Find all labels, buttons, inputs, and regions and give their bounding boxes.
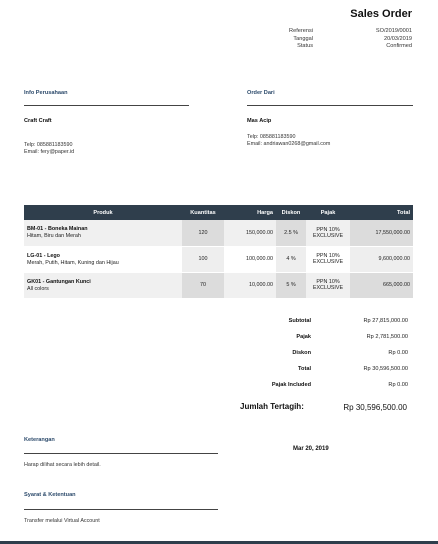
- qty-cell: 70: [182, 272, 224, 298]
- customer-divider: [247, 105, 413, 106]
- col-price: Harga: [224, 205, 276, 220]
- product-cell: [24, 246, 182, 272]
- total-cell: 9,600,000.00: [350, 246, 413, 272]
- col-tax: Pajak: [306, 205, 350, 220]
- discount-cell: 4 %: [276, 246, 306, 272]
- totals-label: Total: [298, 366, 311, 372]
- col-total: Total: [350, 205, 413, 220]
- totals-value: Rp 27,815,000.00: [363, 318, 408, 324]
- notes-text: Harap dilihat secara lebih detail.: [24, 462, 101, 468]
- qty-cell: 100: [182, 246, 224, 272]
- terms-heading: Syarat & Ketentuan: [24, 492, 76, 498]
- total-cell: 665,000.00: [350, 272, 413, 298]
- tax-type: EXCLUSIVE: [312, 285, 344, 291]
- tax-rate: PPN 10%: [316, 226, 340, 233]
- totals-value: Rp 30,596,500.00: [363, 366, 408, 372]
- company-phone: Telp: 085881183590: [24, 142, 73, 148]
- grand-total-label: Jumlah Tertagih:: [240, 402, 304, 411]
- table-header-row: [24, 205, 413, 220]
- col-qty: Kuantitas: [182, 205, 224, 220]
- totals-value: Rp 0.00: [388, 350, 408, 356]
- meta-value-status: Confirmed: [386, 43, 412, 50]
- table-row: [24, 246, 413, 272]
- product-name: GK01 - Gantungan Kunci: [27, 278, 91, 285]
- customer-phone: Telp: 085881183590: [247, 134, 296, 140]
- customer-contact: [247, 134, 330, 147]
- table-row: [24, 272, 413, 298]
- customer-heading: Order Dari: [247, 90, 275, 96]
- product-name: LG-01 - Lego: [27, 252, 60, 259]
- meta-labels: [289, 28, 313, 51]
- document-title: Sales Order: [350, 8, 412, 20]
- tax-rate: PPN 10%: [316, 279, 340, 285]
- meta-value-reference: SO/2019/0001: [375, 28, 412, 34]
- items-table: [24, 205, 413, 299]
- meta-label-status: Status: [297, 43, 313, 50]
- terms-text: Transfer melalui Virtual Account: [24, 518, 100, 524]
- total-cell: 17,550,000.00: [350, 220, 413, 246]
- tax-type: EXCLUSIVE: [312, 259, 344, 265]
- meta-label-date: Tanggal: [293, 35, 313, 42]
- totals-value: Rp 0.00: [388, 382, 408, 388]
- totals-label: Diskon: [292, 350, 311, 356]
- product-desc: Merah, Putih, Hitam, Kuning dan Hijau: [27, 259, 119, 266]
- col-discount: Diskon: [276, 205, 306, 220]
- customer-email: Email: andriawan0268@gmail.com: [247, 140, 331, 147]
- meta-values: [376, 28, 412, 51]
- discount-cell: 2.5 %: [276, 220, 306, 246]
- company-divider: [24, 105, 189, 106]
- totals-row-total: [230, 366, 413, 376]
- tax-rate: PPN 10%: [316, 253, 340, 259]
- totals-label: Pajak: [296, 334, 311, 340]
- meta-value-date: 20/03/2019: [384, 35, 412, 42]
- customer-name: Mas Acip: [247, 118, 272, 124]
- product-desc: All colors: [27, 285, 49, 292]
- company-email: Email: fery@paper.id: [24, 148, 75, 155]
- discount-cell: 5 %: [276, 272, 306, 298]
- totals-value: Rp 2,781,500.00: [366, 334, 408, 340]
- tax-cell: [306, 272, 350, 298]
- col-product: Produk: [24, 205, 182, 220]
- company-heading: Info Perusahaan: [24, 90, 68, 96]
- product-name: BM-01 - Boneka Mainan: [27, 226, 88, 233]
- totals-label: Subtotal: [288, 318, 311, 324]
- price-cell: 10,000.00: [224, 272, 276, 298]
- tax-cell: [306, 220, 350, 246]
- totals-row-tax-included: [230, 382, 413, 392]
- notes-heading: Keterangan: [24, 437, 55, 443]
- tax-cell: [306, 246, 350, 272]
- totals-row-discount: [230, 350, 413, 360]
- table-row: [24, 220, 413, 246]
- product-cell: [24, 272, 182, 298]
- tax-type: EXCLUSIVE: [312, 232, 344, 239]
- product-desc: Hitam, Biru dan Merah: [27, 233, 81, 240]
- company-name: Craft Craft: [24, 118, 52, 124]
- document-date: Mar 20, 2019: [293, 446, 329, 452]
- qty-cell: 120: [182, 220, 224, 246]
- totals-row-subtotal: [230, 318, 413, 328]
- product-cell: [24, 220, 182, 246]
- terms-divider: [24, 509, 218, 510]
- price-cell: 150,000.00: [224, 220, 276, 246]
- totals-label: Pajak Included: [271, 382, 311, 388]
- company-contact: [24, 142, 74, 155]
- totals-row-tax: [230, 334, 413, 344]
- grand-total-value: Rp 30,596,500.00: [343, 403, 407, 412]
- price-cell: 100,000.00: [224, 246, 276, 272]
- meta-label-reference: Referensi: [289, 28, 313, 34]
- notes-divider: [24, 453, 218, 454]
